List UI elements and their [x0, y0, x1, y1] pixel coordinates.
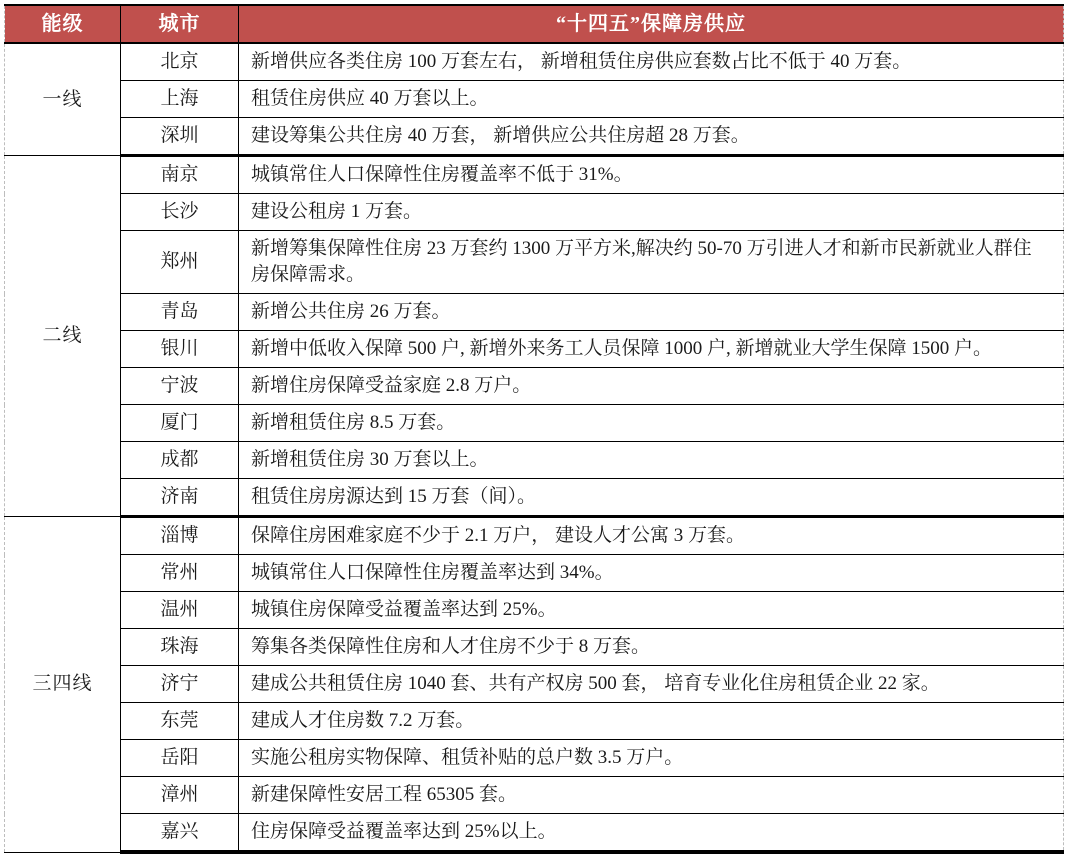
policy-cell: 建设公租房 1 万套。	[239, 194, 1064, 231]
city-cell: 嘉兴	[121, 814, 239, 853]
policy-cell: 筹集各类保障性住房和人才住房不少于 8 万套。	[239, 629, 1064, 666]
table-row	[5, 703, 1064, 740]
table-body	[5, 43, 1064, 852]
policy-cell: 新增租赁住房 30 万套以上。	[239, 442, 1064, 479]
table-row	[5, 814, 1064, 853]
table-row	[5, 81, 1064, 118]
city-cell: 常州	[121, 555, 239, 592]
policy-cell: 城镇常住人口保障性住房覆盖率达到 34%。	[239, 555, 1064, 592]
table-row	[5, 592, 1064, 629]
table-row	[5, 43, 1064, 81]
city-cell: 济宁	[121, 666, 239, 703]
header-cell-city: 城市	[121, 5, 239, 43]
policy-cell: 建成人才住房数 7.2 万套。	[239, 703, 1064, 740]
policy-cell: 城镇住房保障受益覆盖率达到 25%。	[239, 592, 1064, 629]
table-row	[5, 479, 1064, 517]
city-cell: 上海	[121, 81, 239, 118]
tier-label: 一线	[5, 43, 121, 156]
table-row	[5, 368, 1064, 405]
policy-cell: 保障住房困难家庭不少于 2.1 万户， 建设人才公寓 3 万套。	[239, 517, 1064, 555]
city-cell: 银川	[121, 331, 239, 368]
housing-policy-table	[4, 4, 1064, 854]
table-row	[5, 777, 1064, 814]
city-cell: 厦门	[121, 405, 239, 442]
table-row	[5, 629, 1064, 666]
city-cell: 成都	[121, 442, 239, 479]
table-row	[5, 194, 1064, 231]
policy-cell: 新建保障性安居工程 65305 套。	[239, 777, 1064, 814]
table-row	[5, 666, 1064, 703]
table-row	[5, 118, 1064, 156]
city-cell: 郑州	[121, 231, 239, 294]
policy-cell: 实施公租房实物保障、租赁补贴的总户数 3.5 万户。	[239, 740, 1064, 777]
city-cell: 漳州	[121, 777, 239, 814]
policy-cell: 新增供应各类住房 100 万套左右， 新增租赁住房供应套数占比不低于 40 万套。	[239, 43, 1064, 81]
policy-cell: 建成公共租赁住房 1040 套、共有产权房 500 套， 培育专业化住房租赁企业 22 家。	[239, 666, 1064, 703]
city-cell: 温州	[121, 592, 239, 629]
table-row	[5, 231, 1064, 294]
policy-cell: 新增租赁住房 8.5 万套。	[239, 405, 1064, 442]
table-row	[5, 442, 1064, 479]
policy-cell: 城镇常住人口保障性住房覆盖率不低于 31%。	[239, 156, 1064, 194]
policy-cell: 住房保障受益覆盖率达到 25%以上。	[239, 814, 1064, 853]
policy-cell: 建设筹集公共住房 40 万套， 新增供应公共住房超 28 万套。	[239, 118, 1064, 156]
city-cell: 深圳	[121, 118, 239, 156]
city-cell: 岳阳	[121, 740, 239, 777]
city-cell: 长沙	[121, 194, 239, 231]
table-row	[5, 555, 1064, 592]
city-cell: 青岛	[121, 294, 239, 331]
city-cell: 东莞	[121, 703, 239, 740]
table-row	[5, 405, 1064, 442]
header-cell-tier: 能级	[5, 5, 121, 43]
policy-cell: 新增住房保障受益家庭 2.8 万户。	[239, 368, 1064, 405]
policy-cell: 租赁住房房源达到 15 万套（间）。	[239, 479, 1064, 517]
city-cell: 济南	[121, 479, 239, 517]
tier-label: 二线	[5, 156, 121, 517]
tier-label: 三四线	[5, 517, 121, 853]
table-row	[5, 517, 1064, 555]
city-cell: 北京	[121, 43, 239, 81]
policy-cell: 新增公共住房 26 万套。	[239, 294, 1064, 331]
policy-cell: 新增筹集保障性住房 23 万套约 1300 万平方米,解决约 50-70 万引进人才和新市民新就业人群住房保障需求。	[239, 231, 1064, 294]
table-row	[5, 156, 1064, 194]
table-row	[5, 331, 1064, 368]
city-cell: 淄博	[121, 517, 239, 555]
header-row	[5, 5, 1064, 43]
policy-cell: 新增中低收入保障 500 户, 新增外来务工人员保障 1000 户, 新增就业大学生保障 1500 户。	[239, 331, 1064, 368]
header-cell-policy: “十四五”保障房供应	[239, 5, 1064, 43]
policy-cell: 租赁住房供应 40 万套以上。	[239, 81, 1064, 118]
city-cell: 宁波	[121, 368, 239, 405]
city-cell: 南京	[121, 156, 239, 194]
city-cell: 珠海	[121, 629, 239, 666]
table-row	[5, 294, 1064, 331]
table-row	[5, 740, 1064, 777]
table-header	[5, 5, 1064, 43]
